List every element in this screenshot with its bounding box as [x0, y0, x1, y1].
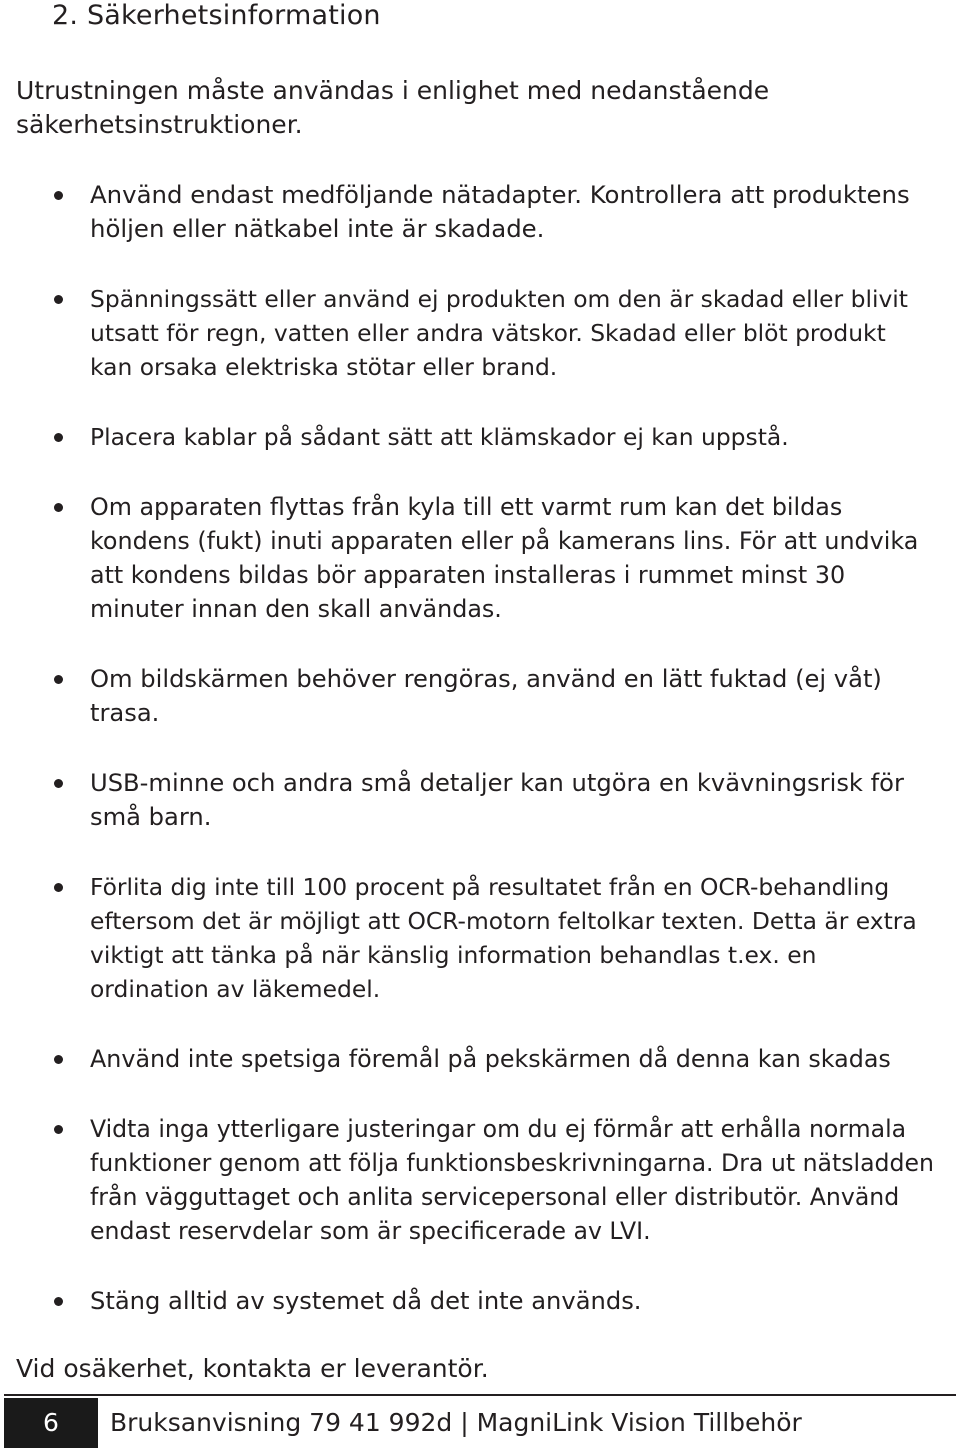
- page-footer: [0, 1394, 960, 1448]
- list-item-text: USB-minne och andra små detaljer kan utgöra en kvävningsrisk för små barn.: [90, 769, 904, 831]
- bullet-icon: [54, 1297, 63, 1306]
- bullet-icon: [54, 675, 63, 684]
- footer-divider: [4, 1394, 956, 1396]
- list-item-text: Placera kablar på sådant sätt att klämskador ej kan uppstå.: [90, 423, 789, 451]
- page-number: 6: [43, 1408, 59, 1437]
- bullet-icon: [54, 295, 63, 304]
- footer-title: Bruksanvisning 79 41 992d | MagniLink Vision Tillbehör: [110, 1408, 802, 1437]
- list-item-text: Om apparaten flyttas från kyla till ett varmt rum kan det bildas kondens (fukt) inuti apparaten eller på kamerans lins. För att undvika att kondens bildas bör apparaten installeras i rummet minst 30 minuter innan den skall användas.: [90, 493, 919, 623]
- bullet-icon: [54, 433, 63, 442]
- list-item-text: Spänningssätt eller använd ej produkten om den är skadad eller blivit utsatt för regn, vatten eller andra vätskor. Skadad eller blöt produkt kan orsaka elektriska stötar eller brand.: [90, 285, 908, 381]
- closing-note: Vid osäkerhet, kontakta er leverantör.: [16, 1354, 489, 1383]
- list-item-text: Vidta inga ytterligare justeringar om du ej förmår att erhålla normala funktioner genom att följa funktionsbeskrivningarna. Dra ut nätsladden från vägguttaget och anlita servicepersonal eller distributör. Använd endast reservdelar som är specificerade av LVI.: [90, 1115, 934, 1245]
- page-number-box: [4, 1398, 98, 1448]
- bullet-icon: [54, 1055, 63, 1064]
- list-item-text: Förlita dig inte till 100 procent på resultatet från en OCR-behandling eftersom det är möjligt att OCR-motorn feltolkar texten. Detta är extra viktigt att tänka på när känslig information behandlas t.ex. en ordination av läkemedel.: [90, 873, 917, 1003]
- intro-paragraph: Utrustningen måste användas i enlighet med nedanstående säkerhetsinstruktioner.: [16, 76, 770, 139]
- list-item-text: Om bildskärmen behöver rengöras, använd en lätt fuktad (ej våt) trasa.: [90, 665, 882, 727]
- list-item-text: Använd inte spetsiga föremål på pekskärmen då denna kan skadas: [90, 1045, 891, 1073]
- section-heading: 2. Säkerhetsinformation: [52, 0, 381, 31]
- bullet-icon: [54, 779, 63, 788]
- bullet-icon: [54, 191, 63, 200]
- list-item-text: Stäng alltid av systemet då det inte används.: [90, 1287, 642, 1315]
- bullet-icon: [54, 503, 63, 512]
- list-item-text: Använd endast medföljande nätadapter. Kontrollera att produktens höljen eller nätkabel inte är skadade.: [90, 180, 910, 243]
- bullet-icon: [54, 1125, 63, 1134]
- bullet-icon: [54, 883, 63, 892]
